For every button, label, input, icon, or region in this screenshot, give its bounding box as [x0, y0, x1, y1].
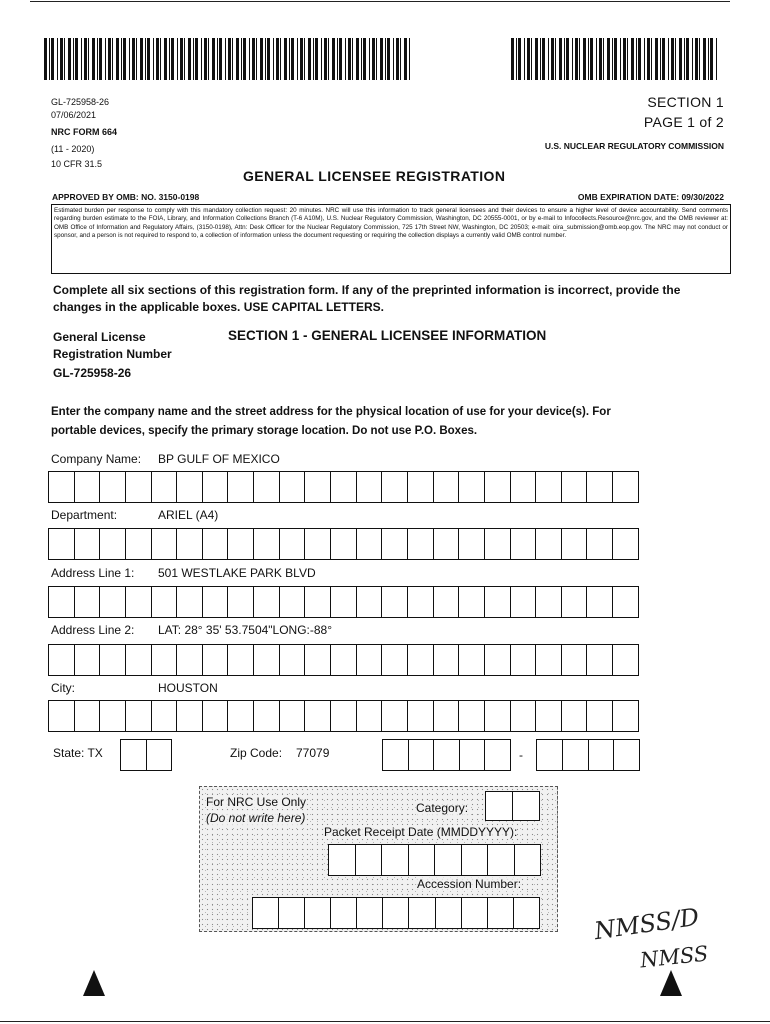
- char-box[interactable]: [49, 529, 75, 559]
- char-box[interactable]: [536, 587, 562, 617]
- char-box[interactable]: [613, 587, 639, 617]
- char-box[interactable]: [75, 645, 101, 675]
- char-box[interactable]: [152, 645, 178, 675]
- address-line-1-label: Address Line 1:: [51, 566, 135, 580]
- address-line-2-label: Address Line 2:: [51, 623, 135, 637]
- char-box[interactable]: [75, 472, 101, 502]
- doc-id: GL-725958-26: [51, 97, 110, 107]
- char-box[interactable]: [357, 645, 383, 675]
- char-box[interactable]: [49, 645, 75, 675]
- char-box[interactable]: [434, 587, 460, 617]
- city-value: HOUSTON: [158, 681, 218, 695]
- company-name-boxes[interactable]: [48, 471, 639, 503]
- char-box[interactable]: [305, 472, 331, 502]
- char-box[interactable]: [254, 701, 280, 731]
- alignment-mark-left: [83, 970, 105, 996]
- char-box[interactable]: [382, 701, 408, 731]
- char-box[interactable]: [485, 645, 511, 675]
- char-box[interactable]: [100, 701, 126, 731]
- char-box: [462, 845, 489, 875]
- address-line-2-boxes[interactable]: [48, 644, 639, 676]
- char-box[interactable]: [511, 701, 537, 731]
- char-box: [279, 898, 305, 928]
- zip-code-value: 77079: [296, 746, 330, 760]
- char-box[interactable]: [613, 701, 639, 731]
- char-box[interactable]: [331, 645, 357, 675]
- state-label: State: TX: [53, 746, 103, 760]
- company-name-value: BP GULF OF MEXICO: [158, 452, 280, 466]
- char-box[interactable]: [121, 740, 147, 770]
- gl-label-line-2: Registration Number: [53, 347, 172, 361]
- char-box: [486, 792, 513, 820]
- char-box[interactable]: [562, 701, 588, 731]
- zip-code-boxes[interactable]: [382, 739, 511, 771]
- char-box: [436, 898, 462, 928]
- char-box: [488, 898, 514, 928]
- char-box[interactable]: [409, 740, 435, 770]
- char-box[interactable]: [152, 529, 178, 559]
- char-box[interactable]: [587, 701, 613, 731]
- omb-expiration: OMB EXPIRATION DATE: 09/30/2022: [577, 192, 724, 202]
- char-box[interactable]: [126, 645, 152, 675]
- char-box[interactable]: [434, 701, 460, 731]
- char-box[interactable]: [331, 529, 357, 559]
- char-box[interactable]: [305, 701, 331, 731]
- char-box[interactable]: [589, 740, 615, 770]
- agency-name: U.S. NUCLEAR REGULATORY COMMISSION: [544, 141, 724, 151]
- bottom-edge-line: [0, 1021, 770, 1022]
- char-box[interactable]: [177, 472, 203, 502]
- company-name-label: Company Name:: [51, 452, 142, 466]
- char-box[interactable]: [434, 740, 460, 770]
- char-box[interactable]: [177, 645, 203, 675]
- address-instructions-line-1: Enter the company name and the street address for the physical location of use for your device(s). For: [51, 406, 611, 418]
- char-box[interactable]: [357, 587, 383, 617]
- char-box[interactable]: [536, 701, 562, 731]
- section-1-heading: SECTION 1 - GENERAL LICENSEE INFORMATION: [228, 328, 547, 343]
- char-box[interactable]: [613, 472, 639, 502]
- char-box[interactable]: [459, 529, 485, 559]
- char-box: [435, 845, 462, 875]
- char-box: [305, 898, 331, 928]
- char-box[interactable]: [434, 645, 460, 675]
- char-box[interactable]: [383, 740, 409, 770]
- char-box: [356, 845, 383, 875]
- accession-number-boxes: [252, 897, 540, 929]
- form-revision: (11 - 2020): [51, 144, 95, 154]
- char-box[interactable]: [485, 472, 511, 502]
- char-box[interactable]: [408, 645, 434, 675]
- char-box[interactable]: [562, 587, 588, 617]
- top-edge-line: [30, 1, 730, 2]
- state-boxes[interactable]: [120, 739, 172, 771]
- char-box: [382, 845, 409, 875]
- char-box[interactable]: [614, 740, 640, 770]
- char-box[interactable]: [280, 529, 306, 559]
- char-box[interactable]: [587, 587, 613, 617]
- char-box[interactable]: [587, 472, 613, 502]
- alignment-mark-right: [660, 970, 682, 996]
- char-box: [331, 898, 357, 928]
- char-box[interactable]: [331, 701, 357, 731]
- char-box: [383, 898, 409, 928]
- char-box[interactable]: [485, 701, 511, 731]
- omb-approval: APPROVED BY OMB: NO. 3150-0198: [52, 192, 200, 202]
- char-box[interactable]: [408, 529, 434, 559]
- char-box[interactable]: [280, 645, 306, 675]
- zip-extension-boxes[interactable]: [536, 739, 640, 771]
- char-box: [253, 898, 279, 928]
- barcode-left: [44, 38, 414, 80]
- char-box[interactable]: [434, 472, 460, 502]
- char-box[interactable]: [280, 587, 306, 617]
- handwritten-note-2: NMSS: [638, 941, 710, 973]
- do-not-write-label: (Do not write here): [206, 811, 306, 825]
- char-box[interactable]: [459, 701, 485, 731]
- page-label: PAGE 1 of 2: [643, 114, 724, 130]
- char-box[interactable]: [511, 587, 537, 617]
- handwritten-note-1: NMSS/D: [592, 902, 701, 946]
- gl-label-line-1: General License: [53, 330, 146, 344]
- char-box[interactable]: [228, 529, 254, 559]
- char-box[interactable]: [408, 472, 434, 502]
- char-box[interactable]: [485, 529, 511, 559]
- cfr-reference: 10 CFR 31.5: [51, 159, 103, 169]
- nrc-use-only-label: For NRC Use Only: [206, 795, 307, 809]
- char-box[interactable]: [254, 587, 280, 617]
- char-box[interactable]: [382, 472, 408, 502]
- char-box[interactable]: [536, 645, 562, 675]
- char-box[interactable]: [460, 740, 486, 770]
- char-box[interactable]: [152, 587, 178, 617]
- packet-receipt-date-boxes: [328, 844, 541, 876]
- char-box[interactable]: [511, 645, 537, 675]
- char-box: [409, 845, 436, 875]
- char-box[interactable]: [254, 472, 280, 502]
- barcode-right: [511, 38, 721, 80]
- char-box[interactable]: [382, 529, 408, 559]
- char-box[interactable]: [305, 529, 331, 559]
- char-box[interactable]: [382, 587, 408, 617]
- gl-number: GL-725958-26: [53, 366, 132, 380]
- instructions-line-1: Complete all six sections of this registration form. If any of the preprinted information is incorrect, provide the: [53, 283, 681, 297]
- department-label: Department:: [51, 508, 118, 522]
- char-box[interactable]: [177, 701, 203, 731]
- category-boxes: [485, 791, 540, 821]
- char-box[interactable]: [75, 587, 101, 617]
- char-box[interactable]: [587, 645, 613, 675]
- char-box[interactable]: [562, 645, 588, 675]
- char-box[interactable]: [49, 701, 75, 731]
- char-box: [515, 845, 542, 875]
- char-box[interactable]: [100, 529, 126, 559]
- char-box[interactable]: [408, 701, 434, 731]
- char-box[interactable]: [382, 645, 408, 675]
- char-box[interactable]: [331, 472, 357, 502]
- char-box[interactable]: [587, 529, 613, 559]
- char-box[interactable]: [152, 701, 178, 731]
- char-box[interactable]: [511, 529, 537, 559]
- char-box[interactable]: [562, 529, 588, 559]
- char-box[interactable]: [459, 472, 485, 502]
- char-box[interactable]: [228, 701, 254, 731]
- char-box[interactable]: [305, 587, 331, 617]
- char-box: [357, 898, 383, 928]
- char-box[interactable]: [49, 472, 75, 502]
- char-box: [329, 845, 356, 875]
- char-box[interactable]: [357, 701, 383, 731]
- char-box[interactable]: [126, 472, 152, 502]
- char-box[interactable]: [536, 529, 562, 559]
- nrc-use-only-area: [199, 786, 558, 932]
- char-box[interactable]: [459, 587, 485, 617]
- char-box[interactable]: [280, 472, 306, 502]
- char-box[interactable]: [537, 740, 563, 770]
- department-boxes[interactable]: [48, 528, 639, 560]
- char-box[interactable]: [613, 645, 639, 675]
- char-box[interactable]: [126, 529, 152, 559]
- address-line-1-value: 501 WESTLAKE PARK BLVD: [158, 566, 316, 580]
- zip-dash: -: [519, 748, 523, 762]
- char-box[interactable]: [177, 587, 203, 617]
- char-box[interactable]: [254, 645, 280, 675]
- char-box[interactable]: [49, 587, 75, 617]
- char-box[interactable]: [75, 529, 101, 559]
- char-box[interactable]: [536, 472, 562, 502]
- char-box[interactable]: [434, 529, 460, 559]
- category-label: Category:: [416, 801, 469, 815]
- char-box[interactable]: [562, 472, 588, 502]
- char-box: [462, 898, 488, 928]
- char-box[interactable]: [203, 645, 229, 675]
- zip-code-label: Zip Code:: [230, 746, 283, 760]
- char-box[interactable]: [147, 740, 173, 770]
- char-box[interactable]: [228, 645, 254, 675]
- city-boxes[interactable]: [48, 700, 639, 732]
- char-box[interactable]: [228, 472, 254, 502]
- char-box[interactable]: [126, 587, 152, 617]
- char-box[interactable]: [177, 529, 203, 559]
- section-label: SECTION 1: [647, 94, 724, 110]
- char-box[interactable]: [203, 587, 229, 617]
- char-box: [488, 845, 515, 875]
- form-name: NRC FORM 664: [51, 127, 118, 137]
- char-box[interactable]: [331, 587, 357, 617]
- char-box[interactable]: [203, 472, 229, 502]
- char-box[interactable]: [408, 587, 434, 617]
- char-box[interactable]: [280, 701, 306, 731]
- char-box[interactable]: [357, 472, 383, 502]
- char-box[interactable]: [485, 587, 511, 617]
- char-box: [514, 898, 540, 928]
- char-box[interactable]: [613, 529, 639, 559]
- address-instructions-line-2: portable devices, specify the primary storage location. Do not use P.O. Boxes.: [51, 425, 478, 437]
- char-box: [513, 792, 540, 820]
- char-box[interactable]: [305, 645, 331, 675]
- char-box: [409, 898, 435, 928]
- department-value: ARIEL (A4): [158, 508, 219, 522]
- doc-date: 07/06/2021: [51, 110, 97, 120]
- char-box[interactable]: [126, 701, 152, 731]
- char-box[interactable]: [563, 740, 589, 770]
- char-box[interactable]: [357, 529, 383, 559]
- char-box[interactable]: [203, 701, 229, 731]
- instructions-line-2: changes in the applicable boxes. USE CAPITAL LETTERS.: [53, 300, 384, 314]
- address-line-2-value: LAT: 28° 35' 53.7504"LONG:-88°: [158, 623, 333, 637]
- char-box[interactable]: [254, 529, 280, 559]
- char-box[interactable]: [203, 529, 229, 559]
- char-box[interactable]: [100, 587, 126, 617]
- char-box[interactable]: [100, 645, 126, 675]
- char-box[interactable]: [459, 645, 485, 675]
- char-box[interactable]: [75, 701, 101, 731]
- char-box[interactable]: [100, 472, 126, 502]
- page-title: GENERAL LICENSEE REGISTRATION: [243, 168, 506, 184]
- accession-number-label: Accession Number:: [417, 877, 522, 891]
- char-box[interactable]: [485, 740, 511, 770]
- packet-receipt-date-label: Packet Receipt Date (MMDDYYYY):: [324, 825, 518, 839]
- city-label: City:: [51, 681, 75, 695]
- char-box[interactable]: [228, 587, 254, 617]
- char-box[interactable]: [152, 472, 178, 502]
- burden-statement: Estimated burden per response to comply with this mandatory collection request: 20 minutes. NRC will use this information to track general licensees and their devices to ensure a higher level of device accountability. Send comments regarding burden estimate to the FOIA, Library, and Information Collections Branch (T-6 A10M), U.S. Nuclear Regulatory Commission, Washington, DC 20555-0001, or by e-mail to Infocollects.Resource@nrc.gov, and the OMB reviewer at: OMB Office of Information and Regulatory Affairs, (3150-0198), Attn: Desk Officer for the Nuclear Regulatory Commission, 725 17th Street NW, Washington, DC 20503; e-mail: oira_submission@omb.eop.gov. The NRC may not conduct or sponsor, and a person is not required to respond to, a collection of information unless the document requesting or requiring the collection displays a currently valid OMB control number.: [51, 204, 731, 274]
- address-line-1-boxes[interactable]: [48, 586, 639, 618]
- char-box[interactable]: [511, 472, 537, 502]
